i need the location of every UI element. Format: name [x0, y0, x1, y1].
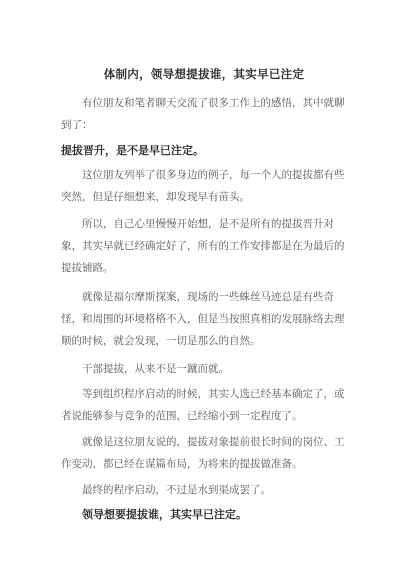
paragraph-4: 所以，自己心里慢慢开始想，是不是所有的提拔晋升对象，其实早就已经确定好了，所有的工作安排都是在为最后的提拔铺路。 [61, 218, 345, 274]
paragraph-3: 这位朋友列举了很多身边的例子，每一个人的提拔都有些突然，但是仔细想来，却发现早有苗头。 [61, 169, 345, 203]
paragraph-5: 就像是福尔摩斯探案，现场的一些蛛丝马迹总是有些奇怪，和周围的环境格格不入，但是当按照真相的发展脉络去理顺的时候，就会发现，一切是那么的自然。 [61, 291, 345, 347]
paragraph-10-conclusion: 领导想要提拔谁，其实早已注定。 [82, 508, 247, 521]
paragraph-7: 等到组织程序启动的时候，其实人选已经基本确定了，或者说能够参与竞争的范围，已经缩小到一定程度了。 [61, 388, 345, 422]
paragraph-2-heading: 提拔晋升，是不是早已注定。 [61, 144, 204, 157]
document-title: 体制内，领导想提拔谁，其实早已注定 [103, 67, 305, 81]
paragraph-6: 干部提拔，从来不是一蹴而就。 [82, 363, 229, 375]
paragraph-9: 最终的程序启动，不过是水到渠成罢了。 [82, 484, 271, 496]
paragraph-1: 有位朋友和笔者聊天交流了很多工作上的感悟，其中就聊到了： [61, 97, 345, 131]
paragraph-8: 就像是这位朋友说的，提拔对象提前很长时间的岗位、工作变动，都已经在谋篇布局，为将来的提拔做准备。 [61, 436, 345, 470]
